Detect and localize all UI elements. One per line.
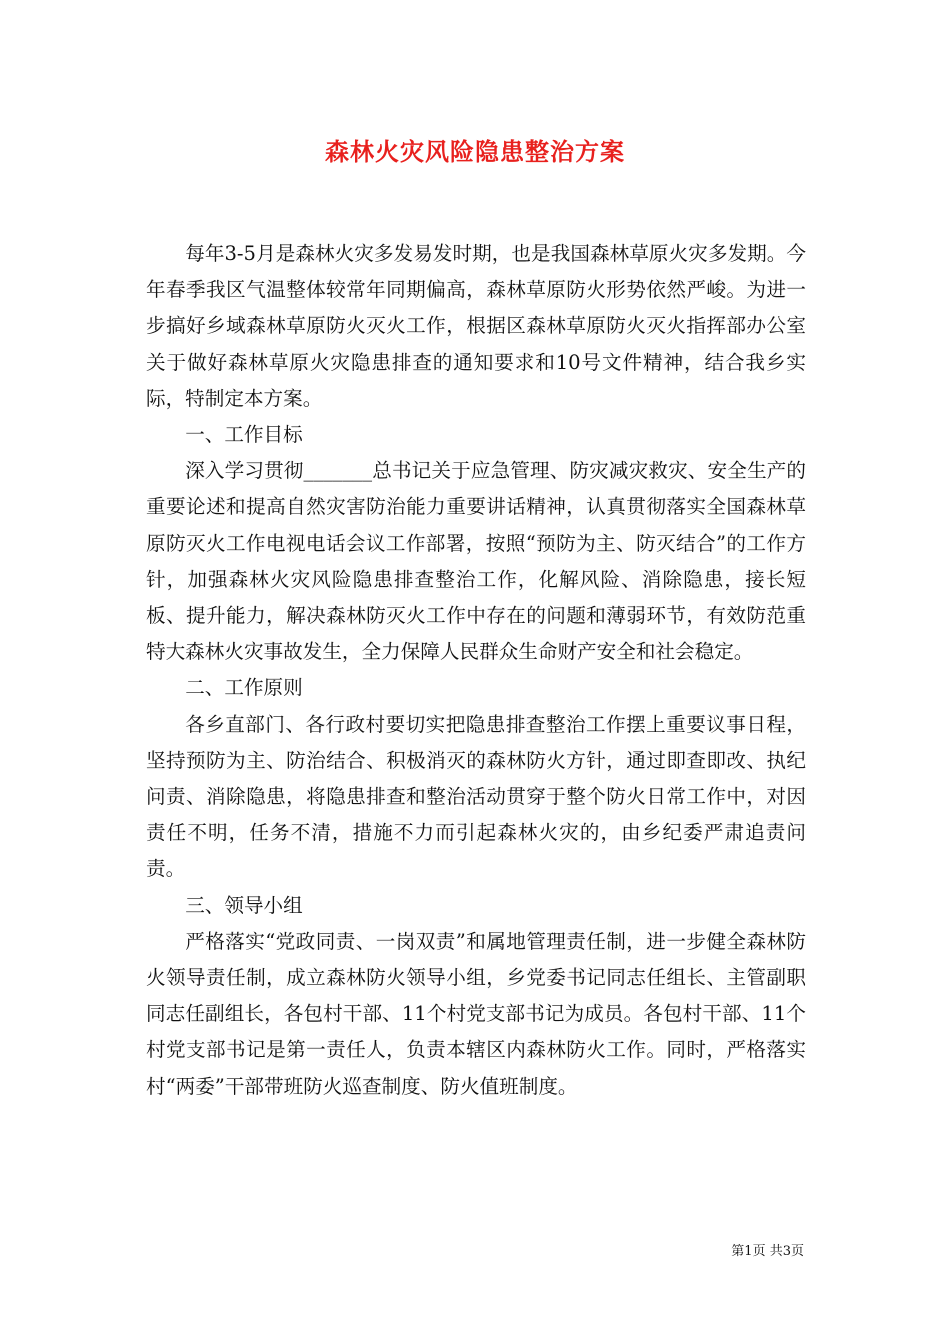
principles-paragraph: 各乡直部门、各行政村要切实把隐患排查整治工作摆上重要议事日程，坚持预防为主、防治结合、积极消灭的森林防火方针，通过即查即改、执纪问责、消除隐患，将隐患排查和整治活动贯穿于整个防火日常工作中，对因责任不明，任务不清，措施不力而引起森林火灾的，由乡纪委严肃追责问责。 — [146, 712, 806, 881]
section-heading-goals: 一、工作目标 — [185, 423, 303, 447]
footer-suffix: 页 — [790, 1244, 804, 1259]
document-title: 森林火灾风险隐患整治方案 — [325, 137, 625, 166]
goals-paragraph: 深入学习贯彻_______总书记关于应急管理、防灾减灾救灾、安全生产的重要论述和提高自然灾害防治能力重要讲话精神，认真贯彻落实全国森林草原防灭火工作电视电话会议工作部署，按照“预防为主、防灭结合”的工作方针，加强森林火灾风险隐患排查整治工作，化解风险、消除隐患，接长短板、提升能力，解决森林防灭火工作中存在的问题和薄弱环节，有效防范重特大森林火灾事故发生，全力保障人民群众生命财产安全和社会稳定。 — [146, 459, 806, 664]
footer-middle: 页 共 — [752, 1244, 783, 1259]
footer-prefix: 第 — [731, 1244, 745, 1259]
document-body — [146, 236, 806, 1105]
section-heading-principles: 二、工作原则 — [185, 676, 303, 700]
intro-paragraph: 每年3-5月是森林火灾多发易发时期，也是我国森林草原火灾多发期。今年春季我区气温整体较常年同期偏高，森林草原防火形势依然严峻。为进一步搞好乡域森林草原防火灭火工作，根据区森林草原防火灭火指挥部办公室关于做好森林草原火灾隐患排查的通知要求和10号文件精神，结合我乡实际，特制定本方案。 — [146, 242, 806, 410]
page-number-footer — [731, 1240, 804, 1259]
footer-total-pages: 3 — [782, 1244, 791, 1259]
section-heading-leadership: 三、领导小组 — [185, 893, 303, 917]
leadership-paragraph: 严格落实“党政同责、一岗双责”和属地管理责任制，进一步健全森林防火领导责任制，成立森林防火领导小组，乡党委书记同志任组长、主管副职同志任副组长，各包村干部、11个村党支部书记为成员。各包村干部、11个村党支部书记是第一责任人，负责本辖区内森林防火工作。同时，严格落实村“两委”干部带班防火巡查制度、防火值班制度。 — [146, 929, 806, 1098]
footer-current-page: 1 — [744, 1244, 753, 1259]
